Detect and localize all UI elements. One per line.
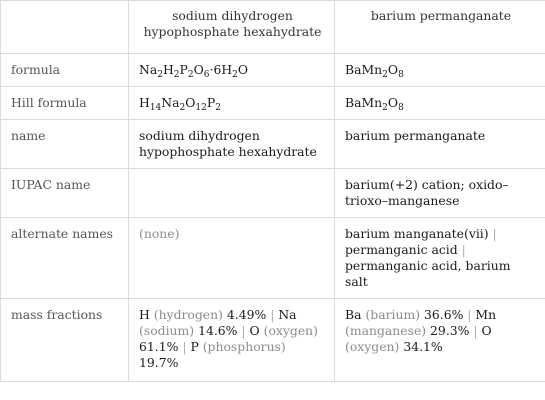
text-segment: P — [206, 95, 216, 110]
table-row — [1, 54, 545, 87]
name-compound-1: sodium dihydrogen hypophosphate hexahydrate — [129, 120, 335, 169]
header-compound-1: sodium dihydrogen hypophosphate hexahydrate — [129, 1, 335, 54]
separator: | — [469, 323, 482, 338]
element-name-note: (hydrogen) — [153, 307, 223, 322]
text-segment: H — [139, 95, 150, 110]
row-label-alternate-names: alternate names — [1, 218, 129, 299]
table-row — [1, 169, 545, 218]
subscript: 12 — [195, 103, 207, 113]
header-compound-2: barium permanganate — [335, 1, 545, 54]
text-segment: P — [190, 339, 203, 354]
row-label-iupac-name: IUPAC name — [1, 169, 129, 218]
subscript: 2 — [382, 70, 388, 80]
text-segment: BaMn — [345, 95, 383, 110]
hill-formula-compound-1 — [129, 87, 335, 120]
table-row — [1, 218, 545, 299]
text-segment: 34.1% — [399, 339, 443, 354]
text-segment: 14.6% — [194, 323, 238, 338]
text-segment: 36.6% — [420, 307, 464, 322]
text-segment: Mn — [475, 307, 497, 322]
subscript: 6 — [203, 70, 210, 80]
text-segment: BaMn — [345, 62, 383, 77]
subscript: 2 — [173, 70, 180, 80]
hill-formula-compound-2 — [335, 87, 545, 120]
subscript: 2 — [187, 70, 194, 80]
subscript: 2 — [157, 70, 163, 80]
element-name-note: (oxygen) — [345, 339, 400, 354]
text-segment: O — [387, 95, 399, 110]
subscript: 8 — [398, 70, 404, 80]
element-name-note: (manganese) — [345, 323, 427, 338]
header-row — [1, 1, 545, 54]
table-row — [1, 120, 545, 169]
separator: | — [237, 323, 250, 338]
text-segment: O — [185, 95, 196, 110]
text-segment: permanganic acid, barium salt — [345, 258, 511, 289]
text-segment: O — [237, 62, 249, 77]
text-segment: permanganic acid — [345, 242, 458, 257]
separator: | — [457, 242, 466, 257]
formula-compound-1 — [129, 54, 335, 87]
iupac-name-compound-2: barium(+2) cation; oxido–trioxo–manganese — [335, 169, 545, 218]
text-segment: H — [139, 307, 154, 322]
alternate-names-compound-2 — [335, 218, 545, 299]
separator: | — [463, 307, 476, 322]
element-name-note: (phosphorus) — [202, 339, 286, 354]
text-segment: 4.49% — [222, 307, 267, 322]
table-row — [1, 87, 545, 120]
text-segment: ·6H — [209, 62, 233, 77]
subscript: 8 — [398, 103, 404, 113]
row-label-mass-fractions: mass fractions — [1, 299, 129, 382]
alternate-names-compound-1: (none) — [129, 218, 335, 299]
text-segment: Na — [139, 62, 158, 77]
text-segment: Na — [161, 95, 180, 110]
text-segment: O — [193, 62, 204, 77]
text-segment: O — [481, 323, 492, 338]
separator: | — [488, 226, 497, 241]
formula-compound-2 — [335, 54, 545, 87]
row-label-name: name — [1, 120, 129, 169]
element-name-note: (oxygen) — [263, 323, 318, 338]
element-name-note: (barium) — [365, 307, 421, 322]
row-label-formula: formula — [1, 54, 129, 87]
text-segment: 29.3% — [426, 323, 470, 338]
text-segment: 19.7% — [139, 355, 179, 370]
text-segment: O — [249, 323, 264, 338]
text-segment: Ba — [345, 307, 366, 322]
separator: | — [178, 339, 191, 354]
iupac-name-compound-1 — [129, 169, 335, 218]
table-row — [1, 299, 545, 382]
subscript: 14 — [149, 103, 162, 113]
mass-fractions-compound-1 — [129, 299, 335, 382]
text-segment: P — [179, 62, 188, 77]
subscript: 2 — [215, 103, 221, 113]
text-segment: O — [387, 62, 399, 77]
subscript: 2 — [179, 103, 186, 113]
header-corner-cell — [1, 1, 129, 54]
subscript: 2 — [232, 70, 238, 80]
separator: | — [266, 307, 279, 322]
text-segment: barium manganate(vii) — [345, 226, 489, 241]
text-segment: H — [162, 62, 174, 77]
mass-fractions-compound-2 — [335, 299, 545, 382]
text-segment: 61.1% — [139, 339, 179, 354]
subscript: 2 — [382, 103, 388, 113]
name-compound-2: barium permanganate — [335, 120, 545, 169]
row-label-hill-formula: Hill formula — [1, 87, 129, 120]
text-segment: Na — [278, 307, 297, 322]
element-name-note: (sodium) — [139, 323, 195, 338]
